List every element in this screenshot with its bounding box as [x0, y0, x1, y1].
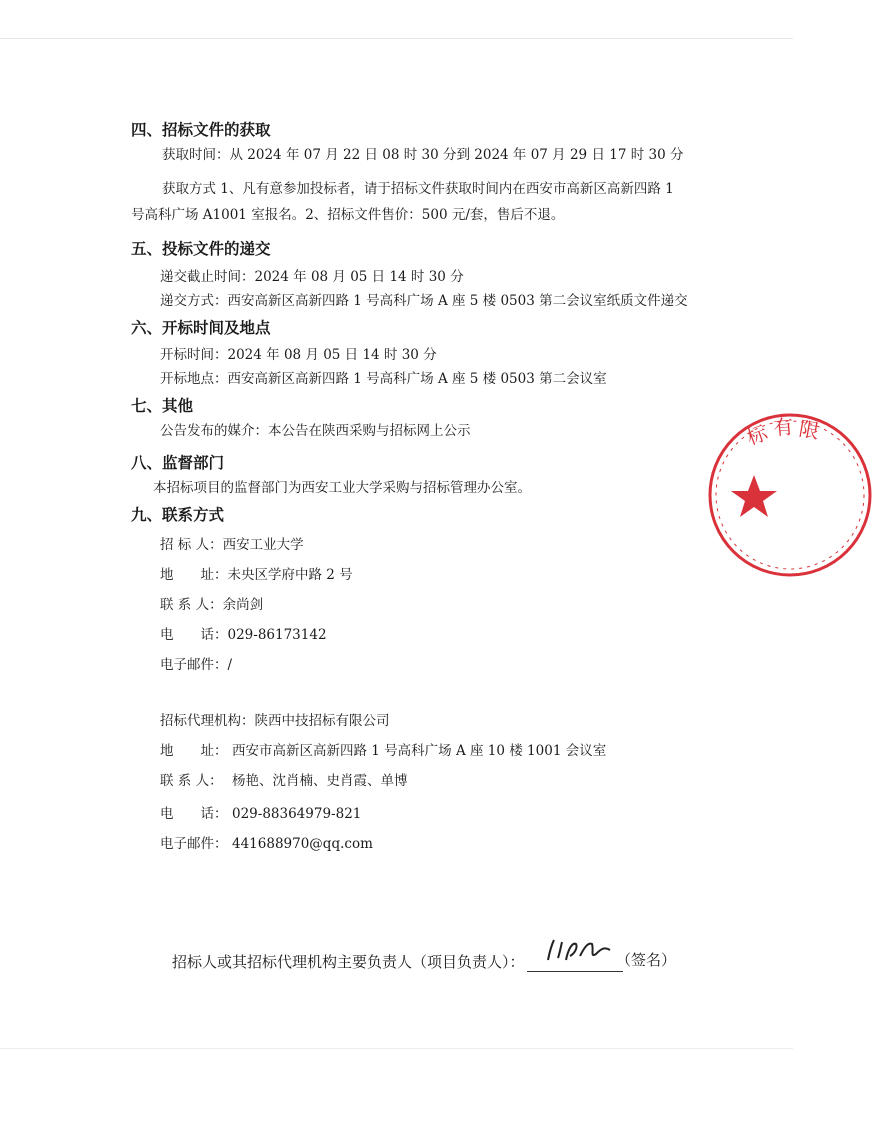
- buyer-addr-row: [160, 566, 353, 584]
- buyer-name-label: 招 标 人：: [160, 537, 223, 553]
- s8-text: 本招标项目的监督部门为西安工业大学采购与招标管理办公室。: [153, 480, 531, 496]
- buyer-contact-row: [160, 596, 263, 614]
- agent-contact-label: 联 系 人：: [160, 773, 223, 789]
- buyer-email-row: [160, 656, 232, 674]
- s6-time: 开标时间：2024 年 08 月 05 日 14 时 30 分: [160, 347, 437, 363]
- svg-text:标: 标: [743, 420, 771, 450]
- signature-label: 招标人或其招标代理机构主要负责人（项目负责人）：: [172, 953, 525, 971]
- agent-contact-row: [160, 772, 408, 790]
- signature-suffix: （签名）: [616, 951, 677, 969]
- buyer-name: 西安工业大学: [222, 537, 304, 553]
- agent-contact: 杨艳、沈肖楠、史肖霞、单博: [232, 773, 408, 789]
- s4-time: 获取时间：从 2024 年 07 月 22 日 08 时 30 分到 2024 年 07 月 29 日 17 时 30 分: [162, 147, 684, 163]
- s4-method-line2: 号高科广场 A1001 室报名。2、招标文件售价：500 元/套，售后不退。: [131, 207, 565, 223]
- s6-place: 开标地点：西安高新区高新四路 1 号高科广场 A 座 5 楼 0503 第二会议室: [160, 371, 607, 387]
- agent-name-row: [160, 712, 390, 730]
- page-edge-top: [0, 38, 793, 39]
- s7-media: 公告发布的媒介：本公告在陕西采购与招标网上公示: [160, 423, 471, 439]
- signature-underline: [527, 971, 623, 972]
- agent-phone: 029-88364979-821: [232, 806, 362, 822]
- section-5-heading: 五、投标文件的递交: [131, 240, 271, 258]
- buyer-addr-label: 地 址：: [160, 567, 228, 583]
- buyer-contact: 余尚剑: [222, 597, 264, 613]
- buyer-name-row: [160, 536, 304, 554]
- buyer-email-label: 电子邮件：: [160, 657, 228, 673]
- agent-phone-label: 电 话：: [160, 806, 228, 822]
- s5-deadline: 递交截止时间：2024 年 08 月 05 日 14 时 30 分: [160, 269, 464, 285]
- section-7-heading: 七、其他: [131, 397, 194, 415]
- agent-name-label: 招标代理机构：: [160, 713, 255, 729]
- buyer-email: /: [227, 657, 233, 673]
- agent-phone-row: [160, 805, 361, 823]
- buyer-phone: 029-86173142: [227, 627, 327, 643]
- agent-email-row: [160, 835, 373, 853]
- official-seal-stamp: [700, 405, 880, 585]
- section-6-heading: 六、开标时间及地点: [131, 319, 271, 337]
- buyer-phone-row: [160, 626, 327, 644]
- handwritten-signature: [540, 930, 620, 970]
- s4-method-line1: 获取方式 1、凡有意参加投标者，请于招标文件获取时间内在西安市高新区高新四路 1: [162, 181, 674, 197]
- agent-addr-label: 地 址：: [160, 743, 228, 759]
- section-8-heading: 八、监督部门: [131, 454, 225, 472]
- agent-addr: 西安市高新区高新四路 1 号高科广场 A 座 10 楼 1001 会议室: [232, 743, 607, 759]
- buyer-contact-label: 联 系 人：: [160, 597, 223, 613]
- buyer-addr: 未央区学府中路 2 号: [227, 567, 353, 583]
- agent-email: 441688970@qq.com: [232, 836, 373, 852]
- buyer-phone-label: 电 话：: [160, 627, 228, 643]
- s5-method: 递交方式：西安高新区高新四路 1 号高科广场 A 座 5 楼 0503 第二会议室纸质文件递交: [160, 293, 688, 309]
- section-9-heading: 九、联系方式: [131, 506, 225, 524]
- agent-addr-row: [160, 742, 606, 760]
- svg-text:限: 限: [797, 416, 821, 444]
- section-4-heading: 四、招标文件的获取: [131, 121, 271, 139]
- agent-name: 陕西中技招标有限公司: [254, 713, 390, 729]
- svg-text:有: 有: [772, 414, 795, 440]
- page-edge-bottom: [0, 1048, 793, 1049]
- agent-email-label: 电子邮件：: [160, 836, 228, 852]
